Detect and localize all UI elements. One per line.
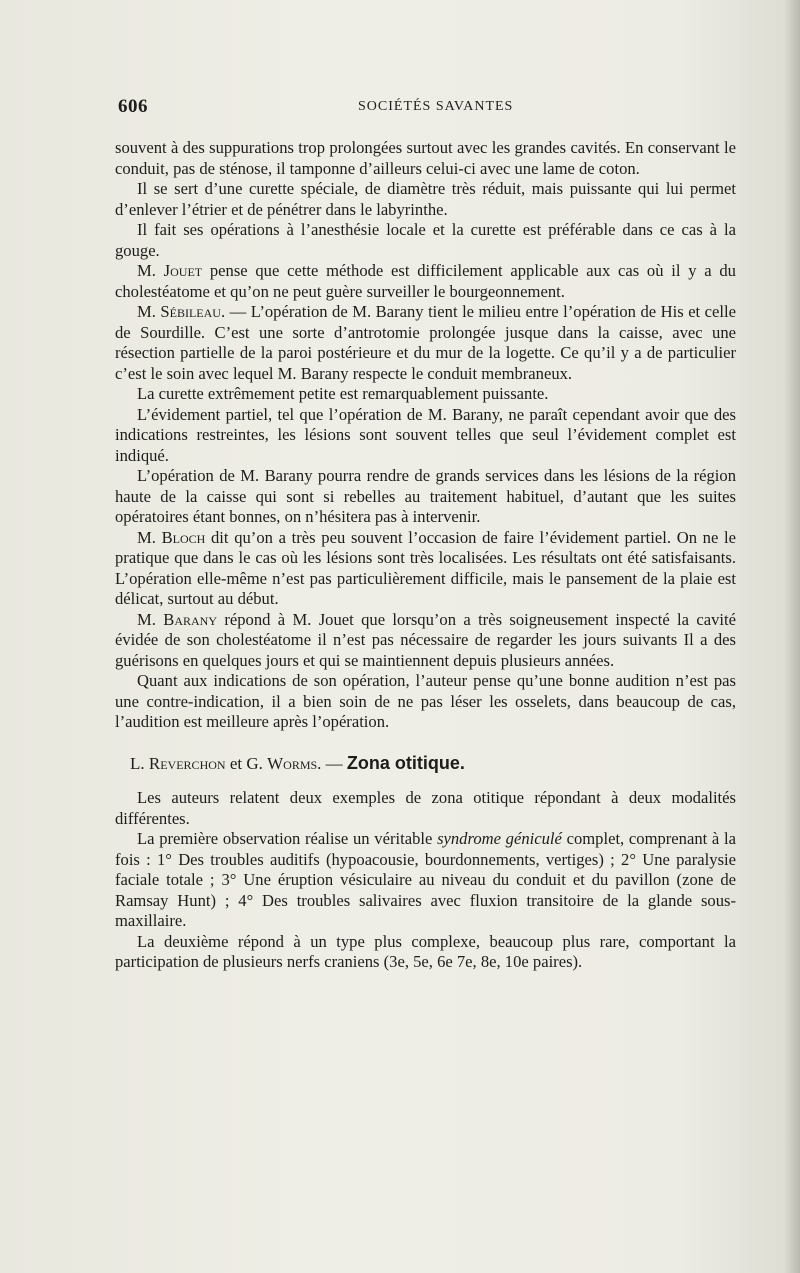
running-head: SOCIÉTÉS SAVANTES (358, 99, 514, 114)
author-name: Worms. (267, 753, 322, 773)
paragraph: Il se sert d’une curette spéciale, de diamètre très réduit, mais puissante qui lui permet d’enlever l’étrier et de pénétrer dans le labyrinthe. (115, 179, 736, 219)
paragraph: La curette extrêmement petite est remarquablement puissante. (137, 384, 549, 403)
paragraph: M. Barany répond à M. Jouet que lorsqu’on a très soigneusement inspecté la cavité évidée de son cholestéatome il n’est pas nécessaire de regarder les jours suivants Il a des guérisons en quelques jours et qui se maintiennent depuis plusieurs années. (115, 609, 736, 670)
article-body (115, 138, 736, 973)
paragraph: souvent à des suppurations trop prolongées surtout avec les grandes cavités. En conservant le conduit, pas de sténose, il tamponne d’ailleurs celui-ci avec une lame de coton. (115, 138, 736, 178)
paragraph: L’opération de M. Barany pourra rendre de grands services dans les lésions de la région haute de la caisse qui sont si rebelles au traitement habituel, d’autant que les suites opératoires étant bonnes, on n’hésitera pas à intervenir. (115, 466, 736, 526)
paragraph: M. Jouet pense que cette méthode est difficilement applicable aux cas où il y a du cholestéatome et qu’on ne peut guère surveiller le bourgeonnement. (115, 261, 736, 301)
page-header (118, 96, 738, 124)
speaker-name: Jouet (163, 261, 203, 280)
paragraph: Il fait ses opérations à l’anesthésie locale et la curette est préférable dans ce cas à la gouge. (115, 220, 736, 260)
section-title: Zona otitique. (346, 752, 465, 773)
paragraph: Les auteurs relatent deux exemples de zona otitique répondant à deux modalités différentes. (115, 788, 736, 828)
speaker-name: Sébileau. (160, 302, 226, 321)
section-heading: L. Reverchon et G. Worms. — Zona otitique. (130, 752, 465, 773)
paragraph: M. Bloch dit qu’on a très peu souvent l’occasion de faire l’évidement partiel. On ne le pratique que dans le cas où les lésions sont très localisées. Les résultats ont été satisfaisants. L’opération elle-même n’est pas particulièrement difficile, mais le pansement de la plaie est délicat, surtout au début. (115, 527, 736, 608)
speaker-name: Bloch (161, 527, 206, 547)
author-name: Reverchon (148, 753, 226, 773)
emphasis-term: syndrome géniculé (437, 829, 562, 848)
page-edge-shadow (784, 0, 800, 1273)
speaker-name: Barany (163, 609, 217, 629)
paragraph: La deuxième répond à un type plus complexe, beaucoup plus rare, comportant la participation de plusieurs nerfs craniens (3e, 5e, 6e 7e, 8e, 10e paires). (115, 931, 736, 971)
page-number: 606 (118, 96, 148, 117)
paragraph: M. Sébileau. — L’opération de M. Barany tient le milieu entre l’opération de His et celle de Sourdille. C’est une sorte d’antrotomie prolongée jusque dans la caisse, avec une résection partielle de la paroi postérieure et du mur de la logette. Ce qu’il y a de particulier c’est le soin avec lequel M. Barany respecte le conduit membraneux. (115, 302, 736, 383)
paragraph: Quant aux indications de son opération, l’auteur pense qu’une bonne audition n’est pas une contre-indication, il a bien soin de ne pas léser les osselets, dans beaucoup de cas, l’audition est meilleure après l’opération. (115, 671, 736, 731)
paragraph: La première observation réalise un véritable syndrome géniculé complet, comprenant à la fois : 1° Des troubles auditifs (hypoacousie, bourdonnements, vertiges) ; 2° Une paralysie faciale totale ; 3° Une éruption vésiculaire au niveau du conduit et du pavillon (zone de Ramsay Hunt) ; 4° Des troubles salivaires avec fluxion transitoire de la glande sous-maxillaire. (115, 829, 736, 930)
paragraph: L’évidement partiel, tel que l’opération de M. Barany, ne paraît cependant avoir que des indications restreintes, les lésions sont souvent telles que seul l’évidement complet est indiqué. (115, 404, 736, 465)
